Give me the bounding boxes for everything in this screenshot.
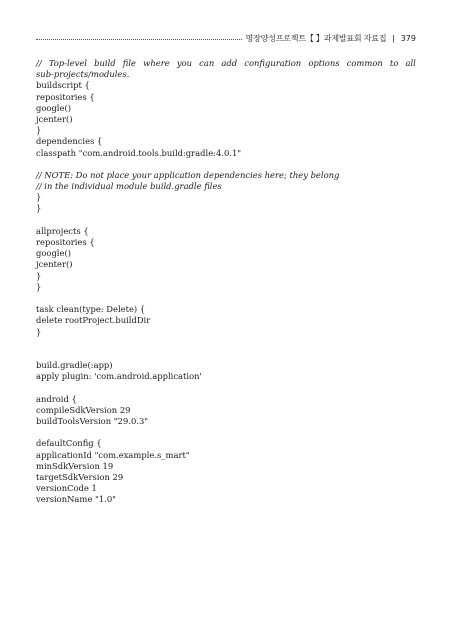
comment-word: configuration (244, 58, 302, 68)
code-line: build.gradle(:app) (36, 360, 113, 371)
code-line: compileSdkVersion 29 (36, 404, 131, 415)
code-comment-line: // NOTE: Do not place your application dependencies here; they belong (36, 169, 340, 180)
code-line: } (36, 270, 42, 281)
page-header (36, 31, 416, 45)
code-line: defaultConfig { (36, 438, 102, 449)
code-line: minSdkVersion 19 (36, 460, 114, 471)
code-line: repositories { (36, 91, 95, 102)
code-line: dependencies { (36, 136, 103, 147)
comment-word: Top-level (48, 58, 87, 68)
comment-word: options (308, 58, 340, 68)
code-comment-line: sub-projects/modules. (36, 69, 130, 80)
code-line: } (36, 281, 42, 292)
header-separator: ǀ (392, 33, 395, 43)
comment-word: where (143, 58, 170, 68)
code-line: google() (36, 102, 71, 113)
header-dotted-leader (36, 39, 242, 40)
comment-word: add (221, 58, 238, 68)
code-line: task clean(type: Delete) { (36, 304, 146, 315)
blank-line (36, 338, 416, 349)
code-line: jcenter() (36, 259, 73, 270)
comment-word: build (94, 58, 116, 68)
code-line: jcenter() (36, 113, 73, 124)
blank-line (36, 427, 416, 438)
comment-word: common (346, 58, 383, 68)
code-line: repositories { (36, 237, 95, 247)
blank-line (36, 293, 416, 304)
code-line: allprojects { (36, 225, 89, 236)
comment-word: you (176, 58, 192, 68)
blank-line (36, 215, 416, 226)
code-listing (36, 58, 416, 506)
comment-word: // (36, 58, 42, 68)
code-line: apply plugin: 'com.android.application' (36, 371, 202, 382)
code-line: buildscript { (36, 80, 90, 91)
comment-word: all (405, 58, 416, 68)
code-comment-line (36, 58, 416, 69)
code-line: buildToolsVersion "29.0.3" (36, 416, 149, 426)
code-line: } (36, 125, 42, 136)
code-line: android { (36, 393, 77, 404)
header-title: 명장양성프로젝트【 】과제발표회 자료집 (245, 33, 387, 43)
code-line: } (36, 192, 42, 203)
code-line: delete rootProject.buildDir (36, 315, 151, 326)
code-line: } (36, 326, 42, 337)
blank-line (36, 382, 416, 393)
code-line: versionName "1.0" (36, 494, 117, 505)
comment-word: to (389, 58, 399, 68)
code-comment-line: // in the individual module build.gradle files (36, 181, 222, 192)
code-line: applicationId "com.example.s_mart" (36, 449, 190, 460)
comment-word: can (199, 58, 215, 68)
code-line: google() (36, 248, 71, 259)
code-line: classpath "com.android.tools.build:gradle:4.0.1" (36, 147, 242, 158)
comment-word: file (122, 58, 137, 68)
code-line: targetSdkVersion 29 (36, 471, 124, 482)
blank-line (36, 349, 416, 360)
code-line: versionCode 1 (36, 483, 97, 494)
page-number: 379 (400, 33, 416, 43)
blank-line (36, 159, 416, 170)
code-line: } (36, 203, 42, 214)
